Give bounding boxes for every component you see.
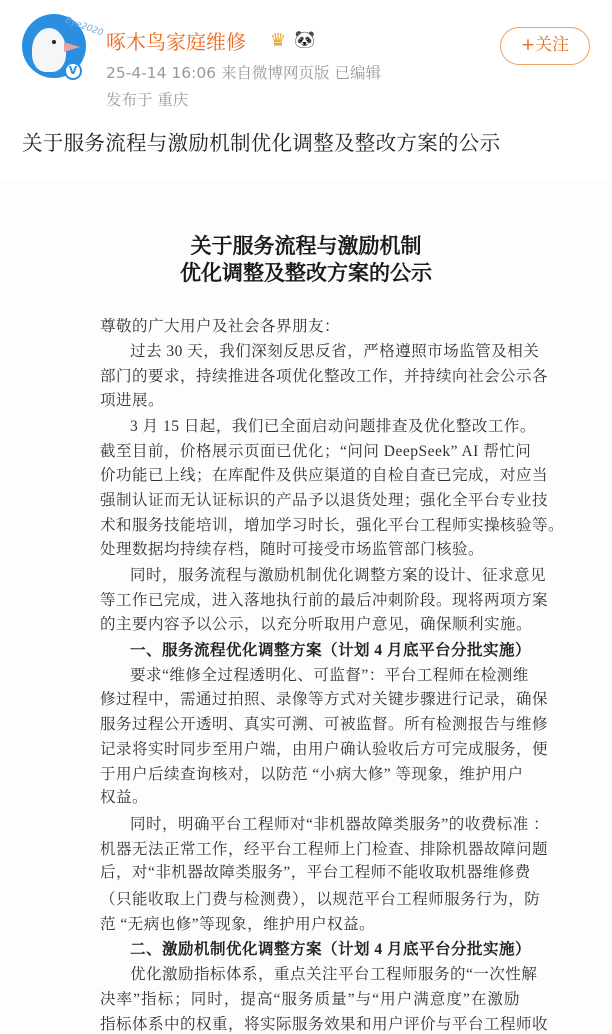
document-text-line: 截至目前，价格展示页面已优化；“问问 DeepSeek” AI 帮忙问 [100,443,532,460]
document-text-line: （只能收取上门费与检测费），以规范平台工程师服务行为，防 [100,891,541,908]
document-text-line: 过去 30 天，我们深刻反思反省，严格遵照市场监管及相关 [130,343,540,360]
account-name[interactable]: 啄木鸟家庭维修 [106,30,246,54]
document-text-line: 处理数据均持续存档，随时可接受市场监管部门核验。 [100,541,485,558]
document-text-line: 尊敬的广大用户及社会各界朋友： [100,318,341,335]
document-text-line: 服务过程公开透明、真实可溯、可被监督。所有检测报告与维修 [100,716,549,733]
verified-v-icon: V [64,62,82,80]
document-text-line: 指标体系中的权重，将实际服务效果和用户评价与平台工程师收 [100,1016,549,1033]
mascot-eye [52,40,56,44]
document-text-line: 决率”指标；同时，提高“服务质量”与“用户满意度”在激励 [100,991,520,1008]
document-text-line: 同时，服务流程与激励机制优化调整方案的设计、征求意见 [130,567,547,584]
follow-button[interactable]: +关注 [500,27,590,65]
document-text-line: 术和服务技能培训，增加学习时长，强化平台工程师实操核验等。 [100,517,565,534]
document-title-line: 优化调整及整改方案的公示 [180,260,432,285]
post-location: 发布于 重庆 [106,91,189,109]
document-text-line: 修过程中，需通过拍照、录像等方式对关键步骤进行记录，确保 [100,691,549,708]
document-text-line: 优化激励指标体系，重点关注平台工程师服务的“一次性解 [130,966,538,983]
document-text-line: 的主要内容予以公示，以充分听取用户意见，确保顺利实施。 [100,616,533,633]
document-text-line: 同时，明确平台工程师对“非机器故障类服务”的收费标准 ： [130,816,550,833]
document-text-line: 等工作已完成，进入落地执行前的最后冲刺阶段。现将两项方案 [100,592,549,609]
document-text-line: 价功能已上线；在库配件及供应渠道的自检自查已完成，对应当 [100,467,549,484]
document-text-line: 项进展。 [100,392,165,409]
section-heading: 一、服务流程优化调整方案（计划 4 月底平台分批实施） [130,642,532,659]
post-title: 关于服务流程与激励机制优化调整及整改方案的公示 [22,131,501,155]
document-text-line: 后，对“非机器故障类服务”，平台工程师不能收取机器维修费 [100,864,531,881]
avatar-tag: Bye2020 [63,15,105,39]
document-text-line: 要求“维修全过程透明化、可监督”：平台工程师在检测维 [130,667,529,684]
document-text-line: 机器无法正常工作，经平台工程师上门检查、排除机器故障问题 [100,841,549,858]
crown-badge-icon[interactable]: ♛ [270,30,287,51]
document-text-line: 范 “无病也修”等现象，维护用户权益。 [100,916,376,933]
document-image[interactable] [0,180,612,1034]
document-text-line: 强制认证而无认证标识的产品予以退货处理；强化全平台专业技 [100,492,549,509]
document-text-line: 记录将实时同步至用户端，由用户确认验收后方可完成服务，便 [100,741,549,758]
document-title-line: 关于服务流程与激励机制 [190,233,422,258]
document-text-line: 3 月 15 日起，我们已全面启动问题排查及优化整改工作。 [130,418,536,435]
document-text-line: 于用户后续查询核对，以防范 “小病大修” 等现象，维护用户 [100,766,524,783]
document-text-line: 权益。 [100,789,149,806]
woodpecker-mascot-icon [32,28,66,72]
document-text-line: 部门的要求，持续推进各项优化整改工作，并持续向社会公示各 [100,368,549,385]
post-meta: 25-4-14 16:06 来自微博网页版 已编辑 [106,64,381,82]
panda-badge-icon[interactable]: 🐼 [294,30,316,50]
section-heading: 二、激励机制优化调整方案（计划 4 月底平台分批实施） [130,941,532,958]
mascot-beak [64,42,80,52]
